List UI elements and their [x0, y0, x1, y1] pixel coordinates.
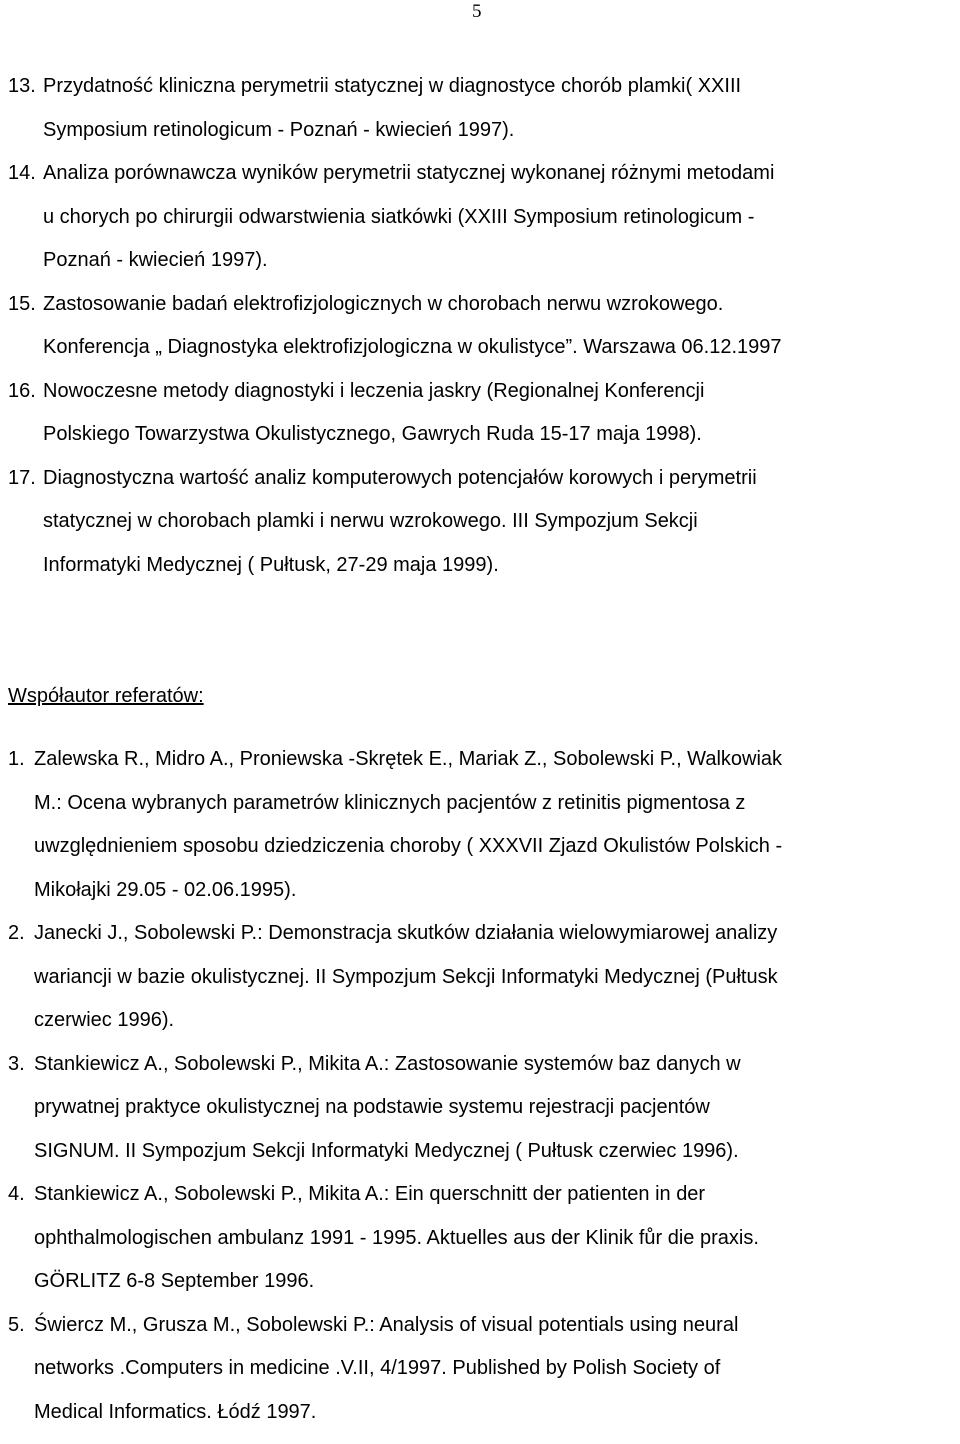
coauthor-heading: Współautor referatów: [8, 685, 204, 707]
item-text: Przydatność kliniczna perymetrii statycznej w diagnostyce chorób plamki( XXIII Symposium retinologicum - Poznań - kwiecień 1997). [43, 75, 742, 141]
coauthored-papers-list [8, 738, 953, 1434]
item-text: Zalewska R., Midro A., Proniewska -Skrętek E., Mariak Z., Sobolewski P., Walkowiak M.: Ocena wybranych parametrów klinicznych pacjentów z retinitis pigmentosa z uwzględnieniem sposobu dziedziczenia choroby ( XXXVII Zjazd Okulistów Polskich - Mikołajki 29.05 - 02.06.1995). [34, 748, 783, 901]
page-number: 5 [472, 1, 482, 22]
coauthored-paper-item [8, 912, 953, 1043]
item-text: Stankiewicz A., Sobolewski P., Mikita A.: Ein querschnitt der patienten in der ophthalmologischen ambulanz 1991 - 1995. Aktuelles aus der Klinik fůr die praxis. GÖRLITZ 6-8 September 1996. [34, 1183, 759, 1292]
item-number: 1. [8, 748, 25, 770]
item-text: Diagnostyczna wartość analiz komputerowych potencjałów korowych i perymetrii statycznej w chorobach plamki i nerwu wzrokowego. III Sympozjum Sekcji Informatyki Medycznej ( Pułtusk, 27-29 maja 1999). [43, 466, 757, 576]
publication-list [8, 65, 948, 587]
coauthored-paper-item [8, 1304, 953, 1435]
coauthored-paper-item [8, 1043, 953, 1174]
item-text: Janecki J., Sobolewski P.: Demonstracja skutków działania wielowymiarowej analizy wariancji w bazie okulistycznej. II Sympozjum Sekcji Informatyki Medycznej (Pułtusk czerwiec 1996). [34, 922, 778, 1031]
item-number: 2. [8, 922, 25, 944]
item-text: Nowoczesne metody diagnostyki i leczenia jaskry (Regionalnej Konferencji Polskiego Towarzystwa Okulistycznego, Gawrych Ruda 15-17 maja 1998). [43, 379, 705, 445]
coauthored-paper-item [8, 1173, 953, 1304]
publication-item [8, 457, 948, 588]
publication-item [8, 65, 948, 152]
publication-item [8, 152, 948, 283]
item-number: 16. [8, 379, 36, 402]
item-text: Stankiewicz A., Sobolewski P., Mikita A.: Zastosowanie systemów baz danych w prywatnej praktyce okulistycznej na podstawie systemu rejestracji pacjentów SIGNUM. II Sympozjum Sekcji Informatyki Medycznej ( Pułtusk czerwiec 1996). [34, 1052, 741, 1162]
item-number: 5. [8, 1313, 25, 1336]
item-number: 13. [8, 75, 36, 97]
publication-item [8, 283, 948, 370]
coauthored-paper-item [8, 738, 953, 912]
item-number: 14. [8, 162, 36, 184]
item-text: Świercz M., Grusza M., Sobolewski P.: Analysis of visual potentials using neural networks .Computers in medicine .V.II, 4/1997. Published by Polish Society of Medical Informatics. Łódź 1997. [34, 1313, 739, 1423]
item-number: 17. [8, 466, 36, 489]
item-number: 15. [8, 292, 36, 315]
item-number: 4. [8, 1183, 25, 1205]
item-number: 3. [8, 1052, 25, 1075]
publication-item [8, 370, 948, 457]
item-text: Zastosowanie badań elektrofizjologicznych w chorobach nerwu wzrokowego. Konferencja „ Diagnostyka elektrofizjologiczna w okulistyce”. Warszawa 06.12.1997 [43, 292, 782, 358]
item-text: Analiza porównawcza wyników perymetrii statycznej wykonanej różnymi metodami u chorych po chirurgii odwarstwienia siatkówki (XXIII Symposium retinologicum - Poznań - kwiecień 1997). [43, 162, 775, 271]
